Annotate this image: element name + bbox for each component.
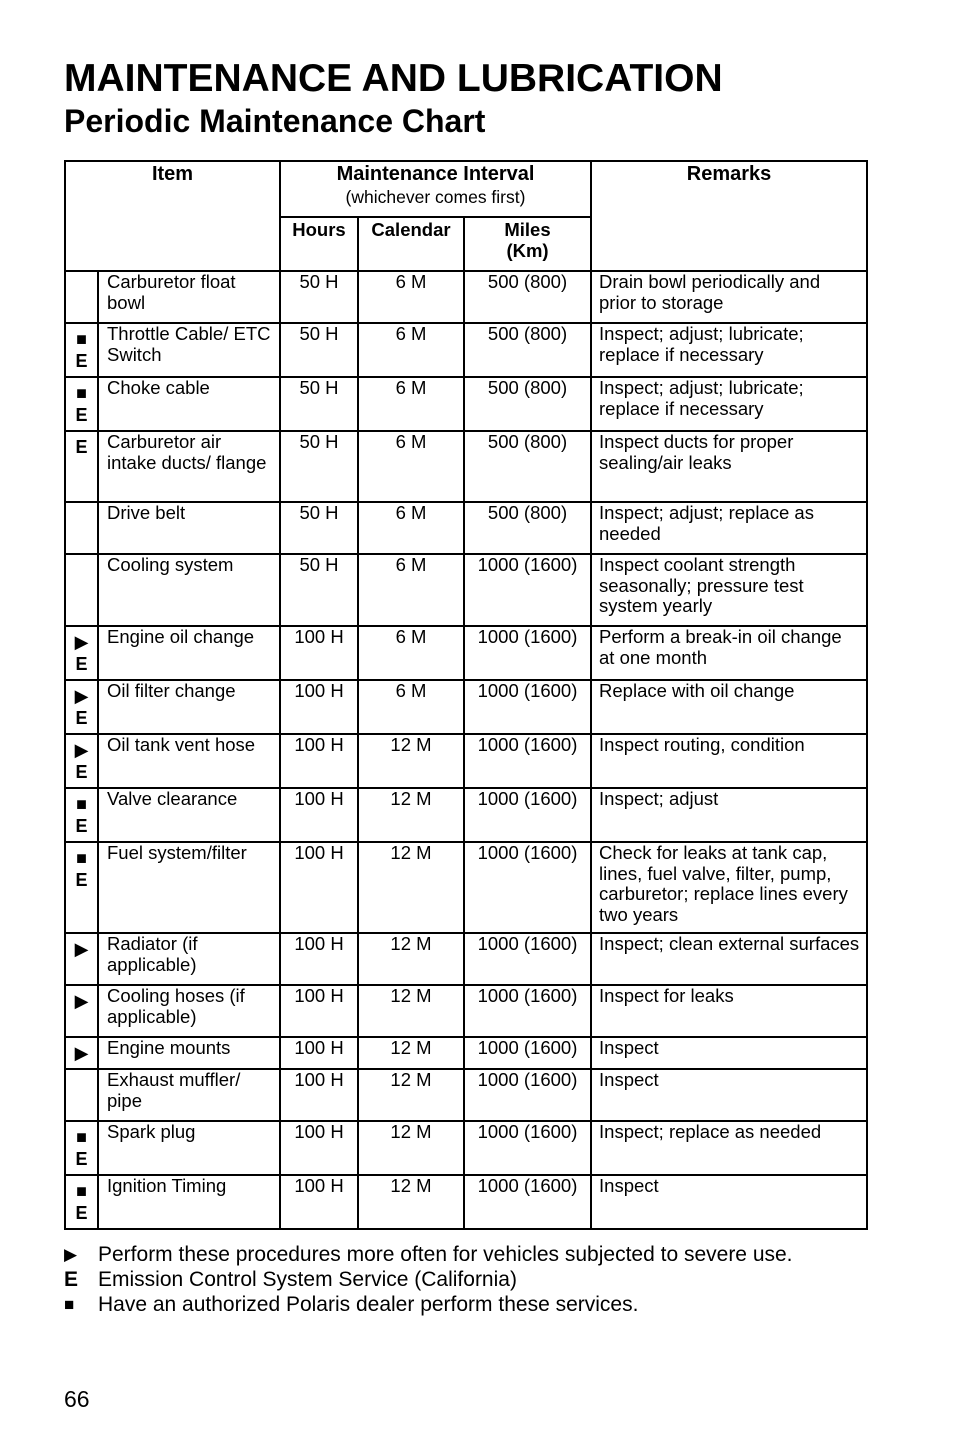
row-remarks: Inspect; clean external surfaces [591, 933, 867, 985]
table-row [65, 377, 867, 431]
row-hours: 100 H [280, 734, 358, 788]
row-symbols [65, 734, 98, 788]
row-item: Cooling hoses (if applicable) [98, 985, 280, 1037]
row-symbols [65, 377, 98, 431]
row-calendar: 12 M [358, 985, 464, 1037]
emission-mark-icon: E [75, 870, 88, 890]
row-remarks: Inspect routing, condition [591, 734, 867, 788]
row-item: Fuel system/filter [98, 842, 280, 933]
row-calendar: 6 M [358, 502, 464, 554]
row-miles: 500 (800) [464, 271, 591, 323]
row-item: Oil tank vent hose [98, 734, 280, 788]
emission-mark-icon: E [75, 762, 88, 782]
row-miles: 1000 (1600) [464, 626, 591, 680]
row-symbols [65, 502, 98, 554]
row-item: Carburetor air intake ducts/ flange [98, 431, 280, 502]
row-miles: 1000 (1600) [464, 842, 591, 933]
table-row [65, 271, 867, 323]
severe-use-triangle-icon: ▶ [74, 632, 89, 652]
row-hours: 50 H [280, 271, 358, 323]
row-hours: 100 H [280, 626, 358, 680]
row-hours: 100 H [280, 1175, 358, 1229]
row-miles: 1000 (1600) [464, 933, 591, 985]
page-subtitle: Periodic Maintenance Chart [64, 103, 486, 139]
table-row [65, 680, 867, 734]
table-row [65, 1121, 867, 1175]
row-remarks: Inspect ducts for proper sealing/air leaks [591, 431, 867, 502]
table-row [65, 323, 867, 377]
row-remarks: Drain bowl periodically and prior to storage [591, 271, 867, 323]
emission-mark-icon: E [75, 405, 88, 425]
row-remarks: Inspect coolant strength seasonally; pressure test system yearly [591, 554, 867, 626]
legend-item [64, 1242, 793, 1267]
row-miles: 1000 (1600) [464, 1069, 591, 1121]
row-miles: 500 (800) [464, 377, 591, 431]
page-number: 66 [64, 1386, 90, 1412]
row-hours: 50 H [280, 377, 358, 431]
row-miles: 1000 (1600) [464, 788, 591, 842]
row-calendar: 6 M [358, 626, 464, 680]
legend-item [64, 1267, 793, 1292]
emission-mark-icon: E [75, 708, 88, 728]
row-hours: 100 H [280, 680, 358, 734]
emission-mark-icon: E [75, 437, 88, 457]
row-calendar: 12 M [358, 842, 464, 933]
legend-item [64, 1292, 793, 1317]
table-row [65, 1037, 867, 1069]
row-symbols [65, 680, 98, 734]
row-item: Spark plug [98, 1121, 280, 1175]
row-symbols [65, 626, 98, 680]
row-hours: 100 H [280, 1037, 358, 1069]
legend-text: Have an authorized Polaris dealer perform these services. [98, 1293, 639, 1316]
row-remarks: Inspect; adjust; replace as needed [591, 502, 867, 554]
row-symbols [65, 1069, 98, 1121]
row-calendar: 12 M [358, 1121, 464, 1175]
row-hours: 50 H [280, 554, 358, 626]
table-row [65, 1175, 867, 1229]
dealer-square-icon: ■ [64, 1295, 75, 1314]
row-symbols [65, 933, 98, 985]
row-item: Carburetor float bowl [98, 271, 280, 323]
row-remarks: Perform a break-in oil change at one month [591, 626, 867, 680]
row-miles: 1000 (1600) [464, 1121, 591, 1175]
row-remarks: Inspect; adjust; lubricate; replace if necessary [591, 323, 867, 377]
row-remarks: Inspect [591, 1069, 867, 1121]
row-calendar: 6 M [358, 680, 464, 734]
row-symbols [65, 323, 98, 377]
row-remarks: Inspect for leaks [591, 985, 867, 1037]
row-calendar: 6 M [358, 554, 464, 626]
row-calendar: 12 M [358, 788, 464, 842]
row-hours: 100 H [280, 933, 358, 985]
row-item: Ignition Timing [98, 1175, 280, 1229]
dealer-square-icon: ■ [76, 383, 87, 403]
header-miles-label: Miles [504, 219, 551, 240]
row-miles: 1000 (1600) [464, 734, 591, 788]
dealer-square-icon: ■ [76, 794, 87, 814]
emission-mark-icon: E [64, 1268, 79, 1291]
dealer-square-icon: ■ [76, 848, 87, 868]
row-item: Valve clearance [98, 788, 280, 842]
row-remarks: Inspect; replace as needed [591, 1121, 867, 1175]
row-miles: 1000 (1600) [464, 1175, 591, 1229]
row-remarks: Check for leaks at tank cap, lines, fuel valve, filter, pump, carburetor; replace lines every two years [591, 842, 867, 933]
severe-use-triangle-icon: ▶ [74, 686, 89, 706]
page-title: MAINTENANCE AND LUBRICATION [64, 57, 723, 100]
row-hours: 50 H [280, 323, 358, 377]
emission-mark-icon: E [75, 1203, 88, 1223]
dealer-square-icon: ■ [76, 329, 87, 349]
row-item: Engine mounts [98, 1037, 280, 1069]
header-miles [464, 217, 591, 271]
row-symbols [65, 1037, 98, 1069]
row-symbols [65, 554, 98, 626]
row-miles: 1000 (1600) [464, 554, 591, 626]
header-maintenance-interval [280, 161, 591, 217]
emission-mark-icon: E [75, 351, 88, 371]
table-row [65, 1069, 867, 1121]
legend-text: Emission Control System Service (California) [98, 1268, 517, 1291]
maintenance-chart-table [64, 160, 868, 1230]
legend-text: Perform these procedures more often for vehicles subjected to severe use. [98, 1243, 793, 1266]
row-calendar: 6 M [358, 431, 464, 502]
row-miles: 1000 (1600) [464, 985, 591, 1037]
header-interval-title: Maintenance Interval [336, 163, 535, 185]
row-item: Throttle Cable/ ETC Switch [98, 323, 280, 377]
header-item: Item [65, 161, 280, 271]
row-item: Cooling system [98, 554, 280, 626]
row-miles: 1000 (1600) [464, 1037, 591, 1069]
table-row [65, 502, 867, 554]
emission-mark-icon: E [75, 654, 88, 674]
row-hours: 50 H [280, 502, 358, 554]
row-miles: 1000 (1600) [464, 680, 591, 734]
row-item: Exhaust muffler/ pipe [98, 1069, 280, 1121]
severe-use-triangle-icon: ▶ [74, 991, 89, 1011]
header-km-label: (Km) [506, 239, 549, 261]
row-calendar: 6 M [358, 323, 464, 377]
row-hours: 50 H [280, 431, 358, 502]
row-remarks: Inspect [591, 1175, 867, 1229]
row-miles: 500 (800) [464, 323, 591, 377]
row-symbols [65, 1175, 98, 1229]
severe-use-triangle-icon: ▶ [74, 939, 89, 959]
table-row [65, 554, 867, 626]
emission-mark-icon: E [75, 1149, 88, 1169]
emission-mark-icon: E [75, 816, 88, 836]
header-remarks: Remarks [591, 161, 867, 271]
row-remarks: Inspect; adjust; lubricate; replace if necessary [591, 377, 867, 431]
row-remarks: Inspect [591, 1037, 867, 1069]
severe-use-triangle-icon: ▶ [74, 1043, 89, 1063]
row-item: Choke cable [98, 377, 280, 431]
row-calendar: 6 M [358, 271, 464, 323]
dealer-square-icon: ■ [76, 1181, 87, 1201]
row-remarks: Inspect; adjust [591, 788, 867, 842]
row-calendar: 12 M [358, 1175, 464, 1229]
table-row [65, 734, 867, 788]
row-remarks: Replace with oil change [591, 680, 867, 734]
row-calendar: 12 M [358, 1037, 464, 1069]
severe-use-triangle-icon: ▶ [74, 740, 89, 760]
row-symbols [65, 1121, 98, 1175]
row-symbols [65, 271, 98, 323]
row-calendar: 12 M [358, 734, 464, 788]
row-symbols [65, 431, 98, 502]
table-row [65, 626, 867, 680]
row-hours: 100 H [280, 1121, 358, 1175]
table-row [65, 985, 867, 1037]
row-symbols [65, 842, 98, 933]
table-row [65, 788, 867, 842]
row-calendar: 12 M [358, 933, 464, 985]
severe-use-triangle-icon: ▶ [64, 1245, 78, 1264]
row-item: Drive belt [98, 502, 280, 554]
row-symbols [65, 788, 98, 842]
row-item: Oil filter change [98, 680, 280, 734]
row-symbols [65, 985, 98, 1037]
row-item: Radiator (if applicable) [98, 933, 280, 985]
header-interval-note: (whichever comes first) [345, 186, 526, 207]
legend [64, 1242, 793, 1317]
table-row [65, 842, 867, 933]
row-calendar: 12 M [358, 1069, 464, 1121]
header-hours: Hours [280, 217, 358, 271]
table-row [65, 933, 867, 985]
row-hours: 100 H [280, 1069, 358, 1121]
row-hours: 100 H [280, 985, 358, 1037]
row-calendar: 6 M [358, 377, 464, 431]
row-miles: 500 (800) [464, 431, 591, 502]
header-calendar: Calendar [358, 217, 464, 271]
row-hours: 100 H [280, 842, 358, 933]
dealer-square-icon: ■ [76, 1127, 87, 1147]
row-item: Engine oil change [98, 626, 280, 680]
row-hours: 100 H [280, 788, 358, 842]
row-miles: 500 (800) [464, 502, 591, 554]
table-row [65, 431, 867, 502]
